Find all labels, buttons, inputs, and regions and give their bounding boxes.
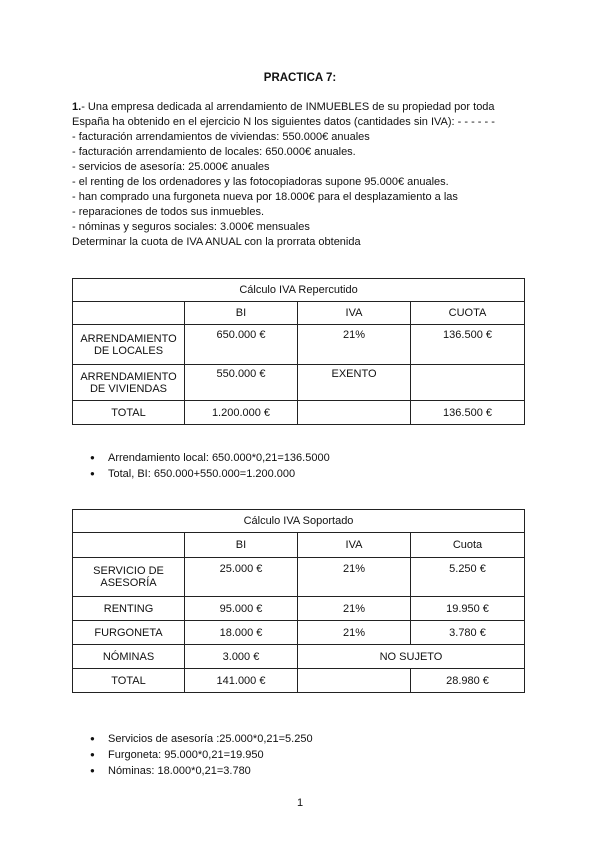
bi-cell: 25.000 € [185, 558, 298, 597]
bi-cell: 1.200.000 € [185, 401, 298, 425]
table-caption: Cálculo IVA Repercutido [73, 279, 525, 302]
table-row [73, 325, 525, 365]
table-total-row [73, 401, 525, 425]
table-header-row [73, 533, 525, 558]
exercise-number: 1. [72, 101, 82, 113]
statement-line: España ha obtenido en el ejercicio N los siguientes datos (cantidades sin IVA): - - - - - - [72, 116, 495, 128]
column-header: Cuota [411, 533, 525, 558]
iva-cell [298, 401, 411, 425]
iva-cell: 21% [298, 558, 411, 597]
table-row [73, 621, 525, 645]
page-number: 1 [296, 797, 304, 809]
list-item: ● Servicios de asesoría :25.000*0,21=5.250 [90, 731, 313, 747]
table-caption: Cálculo IVA Soportado [73, 510, 525, 533]
concept-cell: FURGONETA [73, 621, 185, 645]
cuota-cell: 28.980 € [411, 669, 525, 693]
table-row [73, 645, 525, 669]
iva-repercutido-table [72, 278, 525, 425]
cuota-cell: 136.500 € [411, 401, 525, 425]
table-header-row [73, 302, 525, 325]
column-header: IVA [298, 302, 411, 325]
bi-cell: 141.000 € [185, 669, 298, 693]
exercise-statement [72, 100, 532, 250]
table-total-row [73, 669, 525, 693]
bi-cell: 650.000 € [185, 325, 298, 365]
table-row [73, 558, 525, 597]
iva-cell: 21% [298, 621, 411, 645]
statement-line: 1.- Una empresa dedicada al arrendamiento de INMUEBLES de su propiedad por toda [72, 101, 495, 113]
column-header [73, 302, 185, 325]
statement-line: - nóminas y seguros sociales: 3.000€ mensuales [72, 221, 310, 233]
concept-cell: TOTAL [73, 401, 185, 425]
concept-cell: TOTAL [73, 669, 185, 693]
cuota-cell [411, 365, 525, 401]
statement-line: - facturación arrendamiento de locales: 650.000€ anuales. [72, 146, 356, 158]
bi-cell: 18.000 € [185, 621, 298, 645]
bi-cell: 550.000 € [185, 365, 298, 401]
list-item: ● Total, BI: 650.000+550.000=1.200.000 [90, 466, 330, 482]
cuota-cell: 136.500 € [411, 325, 525, 365]
statement-line: - facturación arrendamientos de viviendas: 550.000€ anuales [72, 131, 370, 143]
iva-cell: 21% [298, 597, 411, 621]
list-item: ● Nóminas: 18.000*0,21=3.780 [90, 763, 313, 779]
cuota-cell: 19.950 € [411, 597, 525, 621]
statement-line: - reparaciones de todos sus inmuebles. [72, 206, 264, 218]
cuota-cell: 3.780 € [411, 621, 525, 645]
iva-soportado-table [72, 509, 525, 693]
list-item: ● Arrendamiento local: 650.000*0,21=136.5000 [90, 450, 330, 466]
table-row [73, 597, 525, 621]
bi-cell: 3.000 € [185, 645, 298, 669]
concept-cell: ARRENDAMIENTO DE VIVIENDAS [73, 365, 185, 401]
concept-cell: NÓMINAS [73, 645, 185, 669]
column-header: CUOTA [411, 302, 525, 325]
cuota-cell: 5.250 € [411, 558, 525, 597]
column-header: IVA [298, 533, 411, 558]
statement-line: - servicios de asesoría: 25.000€ anuales [72, 161, 270, 173]
iva-cell: 21% [298, 325, 411, 365]
column-header [73, 533, 185, 558]
document-title: PRACTICA 7: [263, 72, 337, 84]
table-row [73, 365, 525, 401]
concept-cell: SERVICIO DE ASESORÍA [73, 558, 185, 597]
concept-cell: RENTING [73, 597, 185, 621]
column-header: BI [185, 302, 298, 325]
concept-cell: ARRENDAMIENTO DE LOCALES [73, 325, 185, 365]
iva-cell [298, 669, 411, 693]
statement-line: Determinar la cuota de IVA ANUAL con la prorrata obtenida [72, 236, 361, 248]
soportado-notes [90, 731, 313, 779]
list-item: ● Furgoneta: 95.000*0,21=19.950 [90, 747, 313, 763]
no-sujeto-cell: NO SUJETO [298, 645, 525, 669]
column-header: BI [185, 533, 298, 558]
statement-line: - han comprado una furgoneta nueva por 18.000€ para el desplazamiento a las [72, 191, 458, 203]
repercutido-notes [90, 450, 330, 482]
iva-cell: EXENTO [298, 365, 411, 401]
bi-cell: 95.000 € [185, 597, 298, 621]
statement-line: - el renting de los ordenadores y las fotocopiadoras supone 95.000€ anuales. [72, 176, 449, 188]
